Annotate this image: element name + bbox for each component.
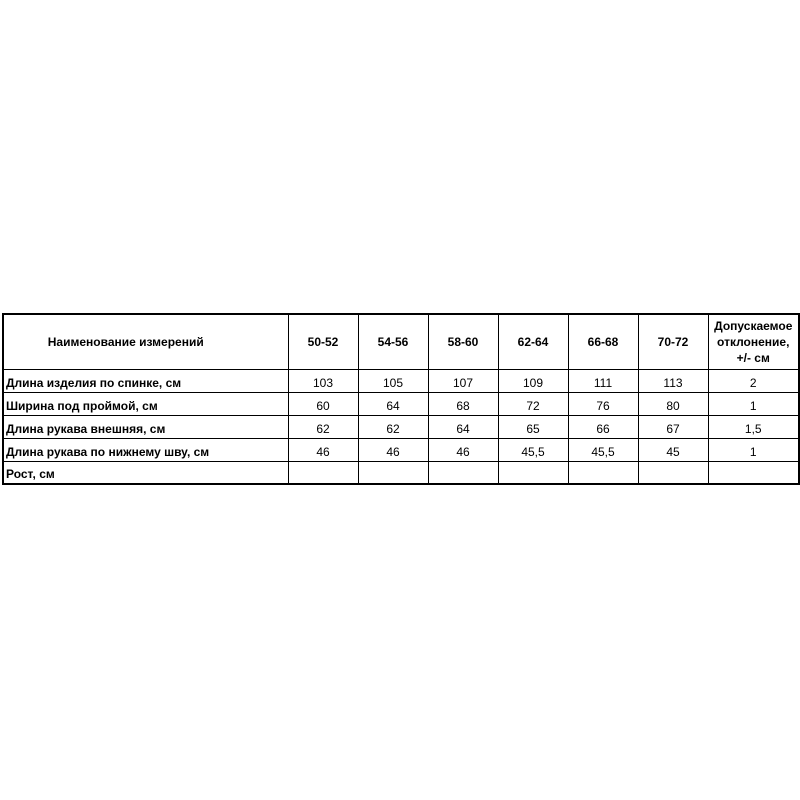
size-header-54-56: 54-56 <box>358 314 428 369</box>
tolerance-header-line: Допускаемое <box>714 318 793 333</box>
table-row <box>3 369 799 392</box>
value-cell: 60 <box>288 392 358 415</box>
value-cell: 45 <box>638 438 708 461</box>
value-cell: 72 <box>498 392 568 415</box>
table-row <box>3 461 799 484</box>
size-header-66-68: 66-68 <box>568 314 638 369</box>
row-label: Длина рукава по нижнему шву, см <box>3 438 288 461</box>
value-cell: 66 <box>568 415 638 438</box>
tolerance-cell: 1 <box>708 438 799 461</box>
value-cell: 68 <box>428 392 498 415</box>
tolerance-header-line: +/- см <box>736 350 770 365</box>
value-cell: 64 <box>358 392 428 415</box>
value-cell: 62 <box>358 415 428 438</box>
value-cell: 46 <box>428 438 498 461</box>
tolerance-cell: 1,5 <box>708 415 799 438</box>
value-cell: 80 <box>638 392 708 415</box>
value-cell: 67 <box>638 415 708 438</box>
value-cell: 64 <box>428 415 498 438</box>
value-cell <box>428 461 498 484</box>
measurement-name-header: Наименование измерений <box>3 314 288 369</box>
value-cell: 109 <box>498 369 568 392</box>
value-cell: 46 <box>358 438 428 461</box>
value-cell: 113 <box>638 369 708 392</box>
value-cell: 107 <box>428 369 498 392</box>
row-label: Длина изделия по спинке, см <box>3 369 288 392</box>
value-cell: 62 <box>288 415 358 438</box>
row-label: Рост, см <box>3 461 288 484</box>
value-cell: 45,5 <box>568 438 638 461</box>
tolerance-cell: 2 <box>708 369 799 392</box>
value-cell <box>638 461 708 484</box>
size-header-50-52: 50-52 <box>288 314 358 369</box>
tolerance-header-line: отклонение, <box>717 334 790 349</box>
size-chart-table <box>2 313 800 485</box>
value-cell <box>358 461 428 484</box>
table-row <box>3 415 799 438</box>
row-label: Ширина под проймой, см <box>3 392 288 415</box>
value-cell: 105 <box>358 369 428 392</box>
table-row <box>3 438 799 461</box>
tolerance-header <box>708 314 799 369</box>
value-cell: 103 <box>288 369 358 392</box>
value-cell: 65 <box>498 415 568 438</box>
row-label: Длина рукава внешняя, см <box>3 415 288 438</box>
value-cell <box>498 461 568 484</box>
size-header-70-72: 70-72 <box>638 314 708 369</box>
value-cell <box>568 461 638 484</box>
size-header-58-60: 58-60 <box>428 314 498 369</box>
tolerance-cell <box>708 461 799 484</box>
value-cell <box>288 461 358 484</box>
table-row <box>3 392 799 415</box>
table-header-row <box>3 314 799 369</box>
value-cell: 111 <box>568 369 638 392</box>
value-cell: 45,5 <box>498 438 568 461</box>
value-cell: 46 <box>288 438 358 461</box>
size-header-62-64: 62-64 <box>498 314 568 369</box>
tolerance-cell: 1 <box>708 392 799 415</box>
value-cell: 76 <box>568 392 638 415</box>
